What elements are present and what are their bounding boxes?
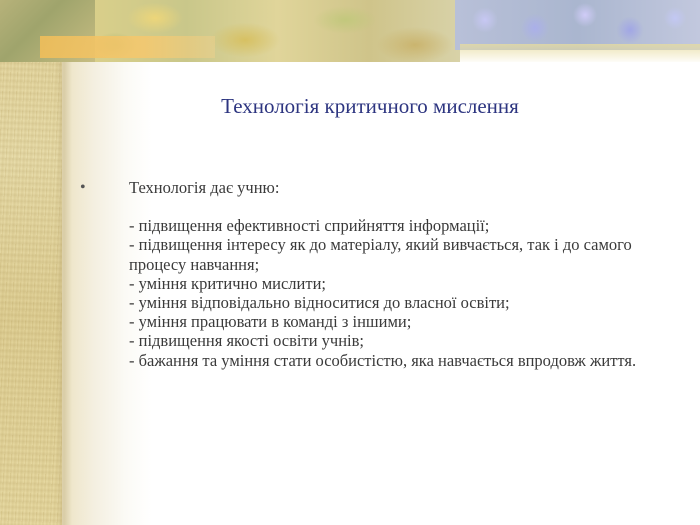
list-item: - бажання та уміння стати особистістю, яка навчається впродовж життя. — [129, 350, 637, 370]
top-banner-image — [0, 0, 700, 62]
list-item: - підвищення якості освіти учнів; — [129, 331, 364, 351]
banner-orange-band — [40, 36, 215, 58]
list-item: - підвищення інтересу як до матеріалу, який вивчається, так і до самого процесу навчання; — [129, 235, 632, 274]
list-item: - уміння відповідально відноситися до власної освіти; — [129, 293, 510, 313]
bullet-intro: Технологія дає учню: — [129, 178, 280, 197]
bullet-body — [129, 178, 679, 370]
slide-title: Технологія критичного мислення — [221, 94, 519, 118]
list-item: - уміння критично мислити; — [129, 273, 326, 293]
left-edge-shadow — [56, 60, 72, 525]
bullet-marker: • — [80, 179, 86, 196]
banner-bottom-fade — [460, 44, 700, 62]
banner-flowers-image — [455, 0, 700, 50]
list-item: - уміння працювати в команді з іншими; — [129, 312, 412, 332]
left-decorative-strip — [0, 0, 62, 525]
list-item: - підвищення ефективності сприйняття інформації; — [129, 216, 490, 236]
